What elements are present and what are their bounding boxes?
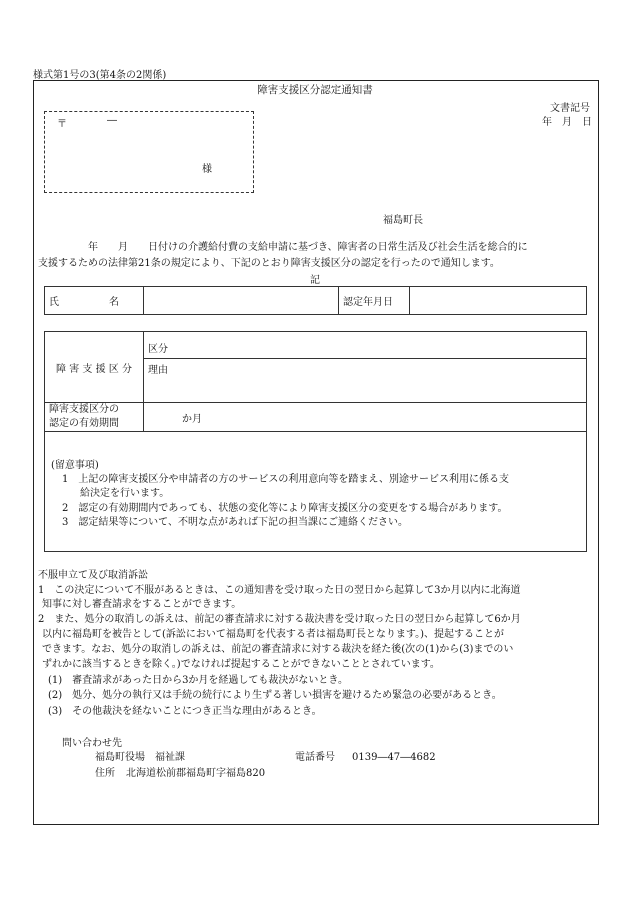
intro-line2: 支援するための法律第21条の規定により、下記のとおり障害支援区分の認定を行ったので通知します。: [38, 258, 500, 269]
period-value: か月: [182, 413, 202, 425]
name-label: 氏 名: [45, 287, 144, 315]
reason-field[interactable]: [144, 359, 587, 403]
cert-date-label: 認定年月日: [339, 287, 410, 315]
name-field[interactable]: [144, 287, 339, 315]
info-table: [44, 286, 587, 315]
contact-phone: 0139―47―4682: [352, 752, 436, 763]
notes-item3: 3 認定結果等について、不明な点があれば下記の担当課にご連絡ください。: [62, 517, 408, 528]
contact-phone-label: 電話番号: [295, 752, 335, 763]
ki-label: 記: [310, 275, 320, 286]
notes-heading: (留意事項): [51, 460, 99, 471]
contact-address-label: 住所: [95, 768, 115, 779]
period-label-line2: 認定の有効期間: [49, 418, 119, 429]
doc-number-label: 文書記号: [550, 103, 590, 114]
kubun-label: 区分: [148, 344, 168, 355]
issuer: 福島町長: [383, 215, 423, 226]
postal-mark: 〒: [57, 119, 67, 130]
reason-label: 理由: [148, 365, 168, 376]
appeal-p1-line2: 知事に対し審査請求をすることができます。: [42, 599, 242, 610]
appeal-p2-line1: 2 また、処分の取消しの訴えは、前記の審査請求に対する裁決書を受け取った日の翌日から起算して6か月: [38, 614, 521, 625]
period-field[interactable]: [144, 403, 587, 432]
period-label-line1: 障害支援区分の: [49, 404, 119, 415]
notes-item1-line2: 給決定を行います。: [80, 488, 170, 499]
appeal-sub3: (3) その他裁決を経ないことにつき正当な理由があるとき。: [48, 706, 322, 717]
appeal-sub2: (2) 処分、処分の執行又は手続の続行により生ずる著しい損害を避けるため緊急の必要があるとき。: [48, 690, 502, 701]
document-title: 障害支援区分認定通知書: [257, 84, 373, 96]
honorific: 様: [202, 164, 212, 175]
kubun-field[interactable]: [144, 332, 587, 359]
postal-dash: ―: [107, 115, 117, 126]
class-label: 障 害 支 援 区 分: [45, 332, 144, 403]
contact-heading: 問い合わせ先: [62, 738, 122, 749]
contact-address: 北海道松前郡福島町字福島820: [126, 768, 266, 779]
class-table: [44, 331, 587, 432]
address-box[interactable]: [44, 111, 254, 193]
date-label: 年 月 日: [542, 117, 592, 128]
contact-office: 福島町役場 福祉課: [95, 752, 185, 763]
appeal-heading: 不服申立て及び取消訴訟: [38, 570, 148, 581]
period-label: [45, 403, 144, 432]
intro-line1: 年 月 日付けの介護給付費の支給申請に基づき、障害者の日常生活及び社会生活を総合的に: [88, 242, 528, 253]
appeal-p2-line2: 以内に福島町を被告として(訴訟において福島町を代表する者は福島町長となります。)、提起することが: [42, 629, 505, 640]
notes-item2: 2 認定の有効期間内であっても、状態の変化等により障害支援区分の変更をする場合があります。: [62, 503, 508, 514]
appeal-sub1: (1) 審査請求があった日から3か月を経過しても裁決がないとき。: [48, 675, 349, 686]
notes-item1-line1: 1 上記の障害支援区分や申請者の方のサービスの利用意向等を踏まえ、別途サービス利用に係る支: [62, 474, 509, 485]
appeal-p2-line3: できます。なお、処分の取消しの訴えは、前記の審査請求に対する裁決を経た後(次の(1)から(3)までのい: [42, 644, 514, 655]
appeal-p1-line1: 1 この決定について不服があるときは、この通知書を受け取った日の翌日から起算して3か月以内に北海道: [38, 585, 521, 596]
appeal-p2-line4: ずれかに該当するときを除く。)でなければ提起することができないこととされています。: [42, 659, 440, 670]
form-number: 様式第1号の3(第4条の2関係): [33, 70, 167, 81]
cert-date-field[interactable]: [410, 287, 587, 315]
